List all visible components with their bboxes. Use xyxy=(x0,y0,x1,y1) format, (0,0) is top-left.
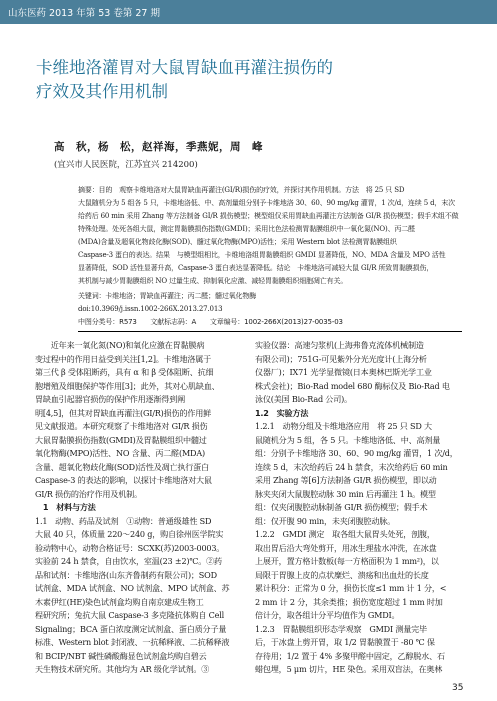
body-text-line: 近年来一氧化氮(NO)和氧化应激在胃黏膜病 xyxy=(35,340,205,350)
body-text-line: GI/R 损伤的治疗作用及机制。 xyxy=(35,488,142,499)
body-text-line: 天生物技术研究所。其他均为 AR 级化学试剂。③ xyxy=(35,664,210,674)
abstract-line: Caspase-3 蛋白的表达。结果 与模型组相比，卡维地洛组胃黏膜组织 GMDI 显著降低，NO、MDA 含量及 MPO 活性 xyxy=(78,251,446,259)
body-text-line: 氧化物酶(MPO)活性、NO 含量、丙二醛(MDA) xyxy=(35,448,205,458)
body-text-line: 木素伊红(HE)染色试剂盒均购自南京建成生物工 xyxy=(35,596,204,607)
body-text-line: 第三代 β 受体阻断药，具有 α 和 β 受体阻断、抗细 xyxy=(35,367,214,377)
body-text-line: 组：仅夹闭腹腔动脉制备 GI/R 损伤模型；假手术 xyxy=(255,502,428,512)
keywords-line: 关键词：卡维地洛；胃缺血再灌注；丙二醛；髓过氧化物酶 xyxy=(78,292,257,300)
journal-issue-label: 山东医药 2013 年第 53 卷第 27 期 xyxy=(8,8,160,19)
body-text-line: 见文献报道。本研究观察了卡维地洛对 GI/R 损伤 xyxy=(35,421,208,431)
body-text-line: Signaling；BCA 蛋白浓度测定试剂盒、蛋白质分子量 xyxy=(35,623,227,634)
body-text-line: 标准、Western blot 封闭液、一抗稀释液、二抗稀释液 xyxy=(35,637,230,647)
body-text-line: 明[4,5]，但其对胃缺血再灌注(GI/R)损伤的作用鲜 xyxy=(35,407,211,418)
body-text-line: 局限于胃腺上皮的点状糜烂、溃疡和出血灶的长度 xyxy=(255,569,429,580)
body-text-line: 胃缺血引起器官损伤的保护作用逐渐得到阐 xyxy=(35,394,185,404)
article-title-line-2: 疗效及其作用机制 xyxy=(36,82,168,101)
abstract-line: 其机制与减少胃黏膜组织 NO 过量生成、抑制氧化应激、减轻胃黏膜组织细胞凋亡有关。 xyxy=(78,277,348,285)
body-text-line: 连续 5 d，末次给药后 24 h 禁食，末次给药后 60 min xyxy=(255,461,448,472)
body-text-line: 1.2.1 动物分组及卡维地洛应用 将 25 只 SD 大 xyxy=(255,421,432,431)
body-text-line: 1.2.2 GMDI 测定 取各组大鼠胃头处死，剖腹， xyxy=(255,529,435,539)
body-text-line: 和 BCIP/NBT 碱性磷酸酶显色试剂盒均购自碧云 xyxy=(35,650,207,661)
body-text-line: 存待用；1/2 置于 4% 多聚甲醛中固定，乙醇脱水、石 xyxy=(255,650,445,661)
page-number: 35 xyxy=(452,683,464,693)
abstract-line: 摘要：目的 观察卡维地洛对大鼠胃缺血再灌注(GI/R)损伤的疗效，并探讨其作用机制。方法 将 25 只 SD xyxy=(78,186,405,194)
abstract-line: 特殊处理。处死各组大鼠，测定胃黏膜损伤指数(GMDI)；采用比色法检测胃黏膜组织中一氧化氮(NO)、丙二醛 xyxy=(78,225,415,233)
author-list: 高 秋，杨 松，赵祥海，季燕妮，周 峰 xyxy=(54,141,263,153)
body-text-line: 大鼠胃黏膜损伤指数(GMDI)及胃黏膜组织中髓过 xyxy=(35,434,207,445)
journal-header-bar xyxy=(0,0,497,24)
body-text-line: 程研究所；兔抗大鼠 Caspase-3 多克隆抗体购自 Cell xyxy=(35,610,224,620)
body-text-line: 倍计分，取各组计分平均值作为 GMDI。 xyxy=(255,610,400,620)
section-heading: 1 材料与方法 xyxy=(35,502,96,512)
body-text-line: Caspase-3 的表达的影响，以探讨卡维地洛对大鼠 xyxy=(35,475,212,485)
body-text-line: 实验仪器：高速匀浆机(上海弗鲁克流体机械制造 xyxy=(255,340,424,350)
article-title-line-1: 卡维地洛灌胃对大鼠胃缺血再灌注损伤的 xyxy=(36,58,333,77)
abstract-line: (MDA)含量及超氧化物歧化酶(SOD)、髓过氧化物酶(MPO)活性；采用 Western blot 法检测胃黏膜组织 xyxy=(78,238,397,246)
body-text-line: 1.2.3 胃黏膜组织形态学观察 GMDI 测量完毕 xyxy=(255,623,427,634)
abstract-block xyxy=(78,185,466,326)
author-affiliation: (宜兴市人民医院，江苏宜兴 214200) xyxy=(54,160,198,170)
body-text-line: 组：仅开腹 90 min，未夹闭腹腔动脉。 xyxy=(255,515,396,526)
body-text-line: 品和试剂：卡维地洛(山东齐鲁制药有限公司)；SOD xyxy=(35,569,217,580)
abstract-line: 给药后 60 min 采用 Zhang 等方法制备 GI/R 损伤模型；模型组仅采用胃缺血再灌注方法制备 GI/R 损伤模型；假手术组不做 xyxy=(78,212,459,220)
body-text-line: 泳仪(美国 Bio-Rad 公司)。 xyxy=(255,394,352,404)
body-text-line: 胞增殖及细胞保护等作用[3]；此外，其对心肌缺血、 xyxy=(35,380,220,391)
section-heading: 1.2 实验方法 xyxy=(255,407,309,418)
body-text-line: 取出胃后沿大弯处剪开，用冰生理盐水冲洗，在冰盘 xyxy=(255,542,437,553)
body-text-line: 脉夹夹闭大鼠腹腔动脉 30 min 后再灌注 1 h。模型 xyxy=(255,488,436,499)
body-text-line: 上展开，置方格计数板(每一方格面积为 1 mm²)，以 xyxy=(255,556,439,566)
body-text-line: 有限公司)；751G-可见紫外分光光度计(上海分析 xyxy=(255,353,427,364)
body-text-line: 大鼠 40 只，体质量 220～240 g，购自徐州医学院实 xyxy=(35,529,224,539)
body-text-line: 蜡包埋，5 μm 切片，HE 染色。采用双盲法，在奥林 xyxy=(255,664,443,674)
body-text-line: 变过程中的作用日益受到关注[1,2]。卡维地洛属于 xyxy=(35,353,212,364)
body-text-line: 仪器厂)；IX71 光学显微镜(日本奥林巴斯光学工业 xyxy=(255,367,432,377)
body-text-line: 试剂盒、MDA 试剂盒、NO 试剂盒、MPO 试剂盒、苏 xyxy=(35,583,230,593)
body-text-line: 采用 Zhang 等[6]方法制备 GI/R 损伤模型，即以动 xyxy=(255,475,437,485)
body-text-line: 验动物中心，动物合格证号：SCXK(苏)2003-0003。 xyxy=(35,542,225,553)
body-text-line: 后，于冰盘上剪开胃，取 1/2 胃黏膜置于 -80 ℃ 保 xyxy=(255,637,435,647)
body-text-line: 实验前 24 h 禁食，自由饮水，室温(23 ±2)℃。②药 xyxy=(35,556,222,566)
body-text-line: 株式会社)；Bio-Rad model 680 酶标仪及 Bio-Rad 电 xyxy=(255,380,450,391)
body-text-line: 2 mm 计 2 分，其余类推；损伤宽度超过 1 mm 时加 xyxy=(255,596,443,607)
section-divider xyxy=(78,331,462,332)
doi-line: doi:10.3969/j.issn.1002-266X.2013.27.013 xyxy=(78,305,223,313)
abstract-line: 大鼠随机分为 5 组各 5 只，卡维地洛低、中、高剂量组分别予卡维地洛 30、60、90 mg/kg 灌胃，1 次/d，连续 5 d，末次 xyxy=(78,199,455,207)
body-text-line: 累计积分：正常为 0 分，损伤长度≤1 mm 计 1 分，< xyxy=(255,583,447,593)
body-text-line: 组：分别予卡维地洛 30、60、90 mg/kg 灌胃，1 次/d， xyxy=(255,448,458,458)
abstract-line: 显著降低，SOD 活性显著升高，Caspase-3 蛋白表达显著降低。结论 卡维地洛可减轻大鼠 GI/R 所致胃黏膜损伤， xyxy=(78,264,434,272)
body-text-line: 鼠随机分为 5 组，各 5 只。卡维地洛低、中、高剂量 xyxy=(255,434,441,445)
body-text-line: 1.1 动物、药品及试剂 ①动物：普通级雄性 SD xyxy=(35,515,212,526)
body-text-line: 含量、超氧化物歧化酶(SOD)活性及凋亡执行蛋白 xyxy=(35,461,209,472)
classification-line: 中图分类号：R573 文献标志码：A 文章编号：1002-266X(2013)27-0035-03 xyxy=(78,318,343,326)
